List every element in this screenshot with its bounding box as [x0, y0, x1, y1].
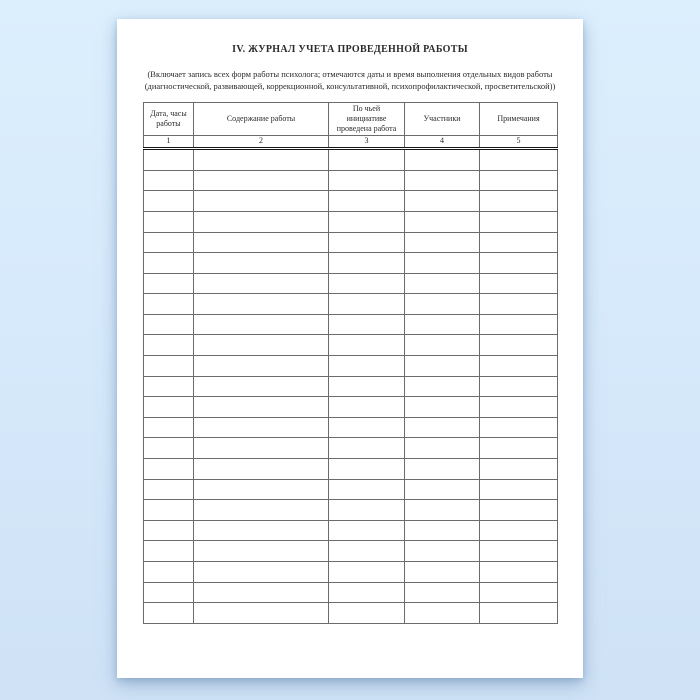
table-row [144, 273, 558, 294]
empty-cell [480, 191, 558, 212]
col-header-date-hours: Дата, часы работы [144, 103, 194, 136]
empty-cell [329, 479, 405, 500]
empty-cell [480, 459, 558, 480]
empty-cell [329, 562, 405, 583]
empty-cell [144, 417, 194, 438]
col-number-5: 5 [480, 136, 558, 149]
col-header-notes: Примечания [480, 103, 558, 136]
empty-cell [144, 335, 194, 356]
empty-cell [480, 603, 558, 624]
empty-cell [194, 170, 329, 191]
empty-cell [144, 294, 194, 315]
empty-cell [194, 541, 329, 562]
empty-cell [405, 211, 480, 232]
table-header-row [144, 103, 558, 136]
empty-cell [144, 253, 194, 274]
empty-cell [405, 232, 480, 253]
table-row [144, 211, 558, 232]
empty-cell [480, 500, 558, 521]
table-row [144, 294, 558, 315]
document-page [117, 19, 583, 678]
empty-cell [329, 520, 405, 541]
table-row [144, 459, 558, 480]
empty-cell [194, 582, 329, 603]
empty-cell [144, 376, 194, 397]
table-row [144, 253, 558, 274]
empty-cell [480, 562, 558, 583]
page-title: IV. ЖУРНАЛ УЧЕТА ПРОВЕДЕННОЙ РАБОТЫ [232, 44, 468, 55]
empty-cell [194, 376, 329, 397]
empty-cell [329, 500, 405, 521]
table-row [144, 562, 558, 583]
table-row [144, 356, 558, 377]
col-number-3: 3 [329, 136, 405, 149]
col-header-initiative: По чьей инициативе проведена работа [329, 103, 405, 136]
empty-cell [194, 397, 329, 418]
empty-cell [329, 273, 405, 294]
journal-table [143, 102, 558, 624]
empty-cell [144, 520, 194, 541]
empty-cell [329, 438, 405, 459]
empty-cell [405, 356, 480, 377]
empty-cell [194, 356, 329, 377]
empty-cell [480, 541, 558, 562]
empty-cell [405, 376, 480, 397]
col-header-participants: Участники [405, 103, 480, 136]
table-row [144, 603, 558, 624]
empty-cell [329, 541, 405, 562]
column-number-row [144, 136, 558, 149]
table-row [144, 479, 558, 500]
empty-cell [144, 562, 194, 583]
empty-cell [329, 603, 405, 624]
empty-cell [144, 438, 194, 459]
col-header-work-content: Содержание работы [194, 103, 329, 136]
empty-cell [144, 232, 194, 253]
empty-cell [194, 603, 329, 624]
empty-cell [480, 211, 558, 232]
empty-cell [329, 397, 405, 418]
empty-cell [480, 232, 558, 253]
empty-cell [405, 562, 480, 583]
empty-cell [329, 191, 405, 212]
empty-cell [329, 253, 405, 274]
empty-cell [194, 438, 329, 459]
col-number-1: 1 [144, 136, 194, 149]
empty-cell [480, 170, 558, 191]
empty-cell [329, 314, 405, 335]
empty-cell [194, 232, 329, 253]
empty-cell [194, 459, 329, 480]
empty-cell [480, 479, 558, 500]
empty-cell [405, 603, 480, 624]
empty-cell [144, 149, 194, 171]
empty-cell [144, 500, 194, 521]
empty-cell [144, 273, 194, 294]
empty-cell [405, 520, 480, 541]
empty-cell [329, 170, 405, 191]
empty-cell [329, 376, 405, 397]
table-row [144, 500, 558, 521]
empty-cell [405, 417, 480, 438]
empty-cell [480, 582, 558, 603]
empty-cell [144, 191, 194, 212]
empty-cell [194, 273, 329, 294]
empty-cell [144, 397, 194, 418]
table-row [144, 314, 558, 335]
empty-cell [194, 417, 329, 438]
empty-cell [144, 603, 194, 624]
table-row [144, 149, 558, 171]
empty-cell [405, 273, 480, 294]
empty-cell [480, 149, 558, 171]
empty-cell [405, 459, 480, 480]
empty-cell [405, 170, 480, 191]
empty-cell [480, 253, 558, 274]
empty-cell [329, 356, 405, 377]
empty-cell [329, 417, 405, 438]
empty-cell [144, 541, 194, 562]
table-row [144, 170, 558, 191]
empty-cell [480, 397, 558, 418]
empty-cell [329, 149, 405, 171]
empty-cell [144, 479, 194, 500]
empty-cell [480, 273, 558, 294]
empty-cell [405, 500, 480, 521]
empty-cell [144, 170, 194, 191]
empty-cell [194, 500, 329, 521]
empty-cell [405, 438, 480, 459]
empty-cell [329, 232, 405, 253]
col-number-4: 4 [405, 136, 480, 149]
empty-cell [194, 191, 329, 212]
table-row [144, 191, 558, 212]
empty-cell [194, 314, 329, 335]
empty-cell [329, 335, 405, 356]
table-row [144, 438, 558, 459]
empty-cell [480, 417, 558, 438]
page-subtitle: (Включает запись всех форм работы психолога; отмечаются даты и время выполнения отдельных видов работы (диагностической, развивающей, коррекционной, консультативной, психопрофилактической, просветительской)) [144, 69, 556, 92]
empty-cell [194, 335, 329, 356]
empty-cell [405, 582, 480, 603]
empty-cell [405, 314, 480, 335]
empty-cell [480, 376, 558, 397]
empty-cell [405, 253, 480, 274]
empty-cell [480, 294, 558, 315]
empty-cell [480, 335, 558, 356]
table-row [144, 582, 558, 603]
empty-cell [405, 149, 480, 171]
empty-cell [405, 294, 480, 315]
empty-cell [329, 294, 405, 315]
empty-cell [480, 314, 558, 335]
empty-cell [405, 191, 480, 212]
empty-cell [405, 335, 480, 356]
table-row [144, 335, 558, 356]
empty-cell [144, 211, 194, 232]
table-row [144, 376, 558, 397]
empty-cell [405, 397, 480, 418]
empty-cell [144, 314, 194, 335]
empty-cell [329, 459, 405, 480]
empty-cell [194, 520, 329, 541]
empty-cell [144, 356, 194, 377]
empty-cell [144, 459, 194, 480]
empty-cell [194, 562, 329, 583]
table-row [144, 232, 558, 253]
empty-cell [480, 356, 558, 377]
col-number-2: 2 [194, 136, 329, 149]
table-row [144, 541, 558, 562]
empty-cell [194, 253, 329, 274]
table-row [144, 520, 558, 541]
empty-cell [144, 582, 194, 603]
empty-cell [329, 582, 405, 603]
empty-cell [194, 211, 329, 232]
empty-cell [480, 438, 558, 459]
empty-cell [480, 520, 558, 541]
journal-table-body [144, 149, 558, 624]
empty-cell [194, 149, 329, 171]
empty-cell [194, 479, 329, 500]
empty-cell [329, 211, 405, 232]
table-row [144, 397, 558, 418]
empty-cell [405, 541, 480, 562]
empty-cell [405, 479, 480, 500]
table-row [144, 417, 558, 438]
empty-cell [194, 294, 329, 315]
